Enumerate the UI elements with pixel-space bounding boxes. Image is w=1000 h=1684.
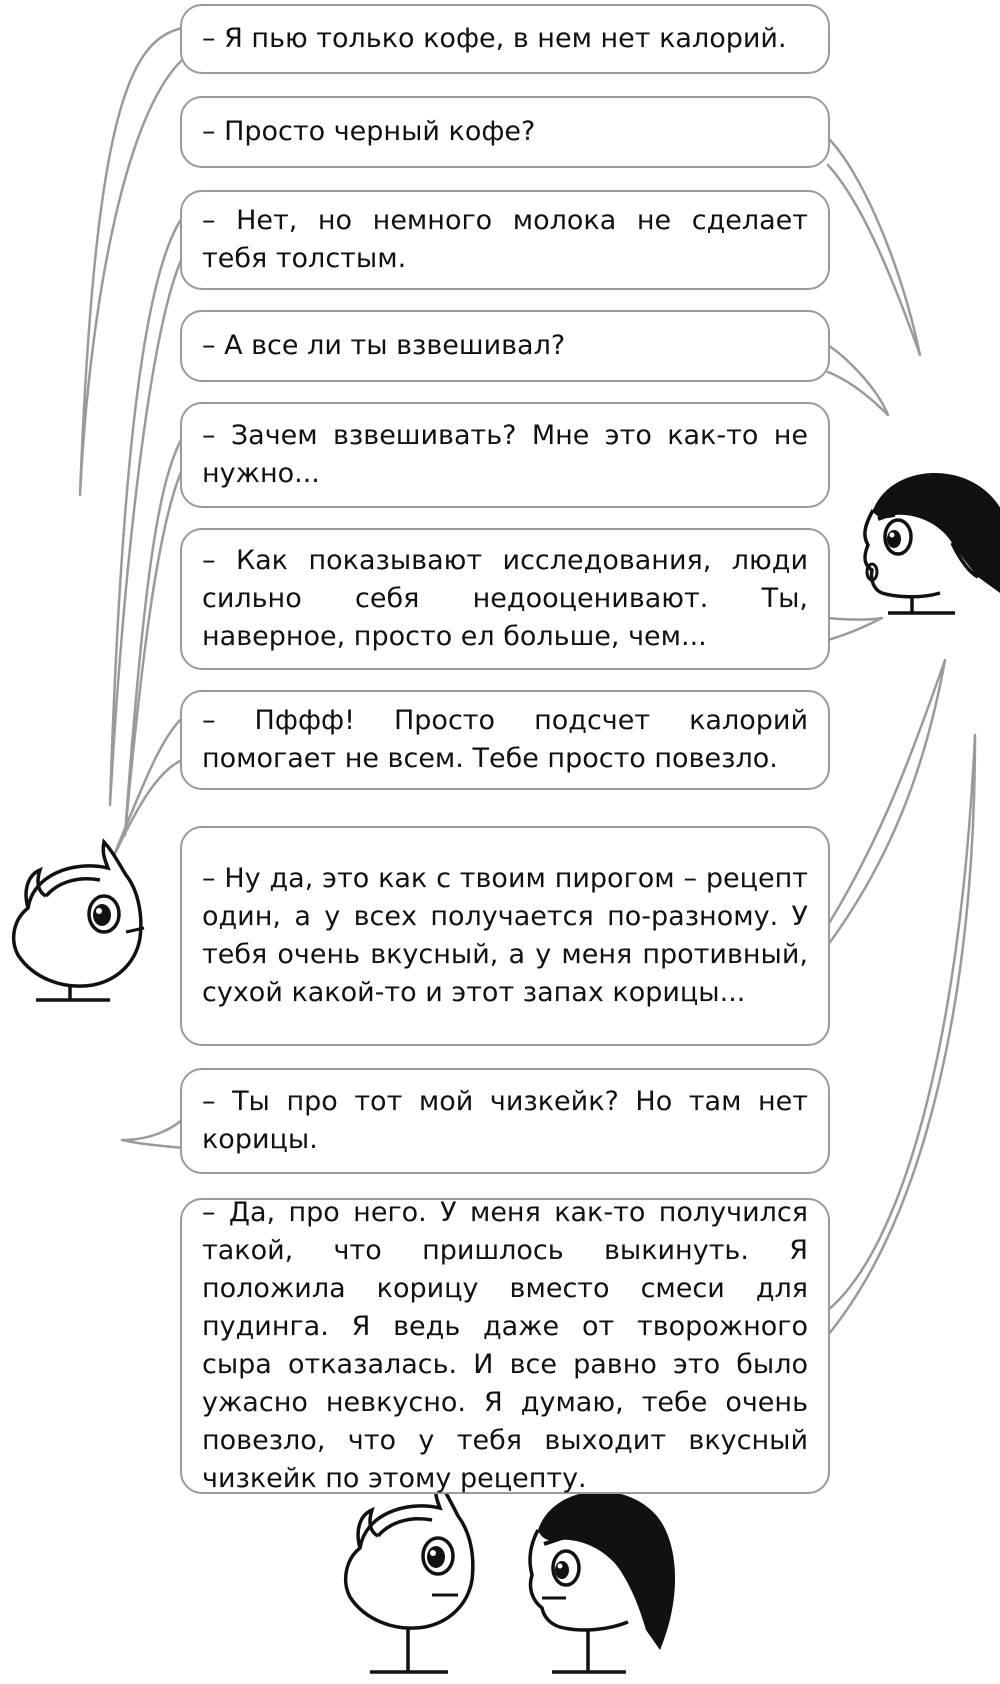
bubble-text: – Как показывают исследования, люди сильно себя недооценивают. Ты, наверное, просто ел больше, чем...	[202, 545, 808, 652]
speech-bubble-7	[180, 690, 830, 790]
tail-5	[125, 438, 182, 835]
bubble-text: – Нет, но немного молока не сделает тебя толстым.	[202, 205, 808, 274]
boy-character-bottom	[346, 1480, 473, 1672]
bubble-text: – Просто черный кофе?	[202, 116, 536, 147]
speech-bubble-3	[180, 190, 830, 290]
tail-2	[828, 138, 920, 355]
bubble-text: – Ты про тот мой чизкейк? Но там нет корицы.	[202, 1086, 808, 1155]
tail-10	[828, 735, 975, 1335]
girl-character-bottom	[530, 1491, 675, 1672]
tail-3	[110, 218, 182, 805]
speech-bubble-9	[180, 1068, 830, 1174]
speech-bubble-5	[180, 402, 830, 508]
tail-8	[828, 660, 945, 945]
bubble-text: – Ну да, это как с твоим пирогом – рецепт один, а у всех получается по-разному. У тебя очень вкусный, а у меня противный, сухой какой-то и этот запах корицы...	[202, 863, 808, 1008]
tail-6	[828, 618, 882, 640]
speech-bubble-2	[180, 96, 830, 168]
bubble-text: – Пффф! Просто подсчет калорий помогает не всем. Тебе просто повезло.	[202, 705, 808, 774]
boy-character	[14, 842, 144, 1000]
tail-4	[828, 345, 888, 415]
speech-bubble-4	[180, 310, 830, 382]
tail-7	[112, 718, 182, 860]
bubble-text: – Да, про него. У меня как-то получился такой, что пришлось выкинуть. Я положила корицу вместо смеси для пудинга. Я ведь даже от творожного сыра отказалась. И все равно это было ужасно невкусно. Я думаю, тебе очень повезло, что у тебя выходит вкусный чизкейк по этому рецепту.	[202, 1197, 808, 1494]
bubble-text: – Зачем взвешивать? Мне это как-то не нужно...	[202, 420, 808, 489]
speech-bubble-8	[180, 826, 830, 1046]
speech-bubble-1	[180, 4, 830, 74]
girl-character	[865, 473, 1000, 613]
tail-1	[80, 28, 182, 495]
tail-9	[122, 1120, 182, 1148]
bubble-text: – А все ли ты взвешивал?	[202, 330, 566, 361]
bubble-text: – Я пью только кофе, в нем нет калорий.	[202, 23, 787, 54]
speech-bubble-6	[180, 528, 830, 670]
speech-bubble-10	[180, 1198, 830, 1494]
